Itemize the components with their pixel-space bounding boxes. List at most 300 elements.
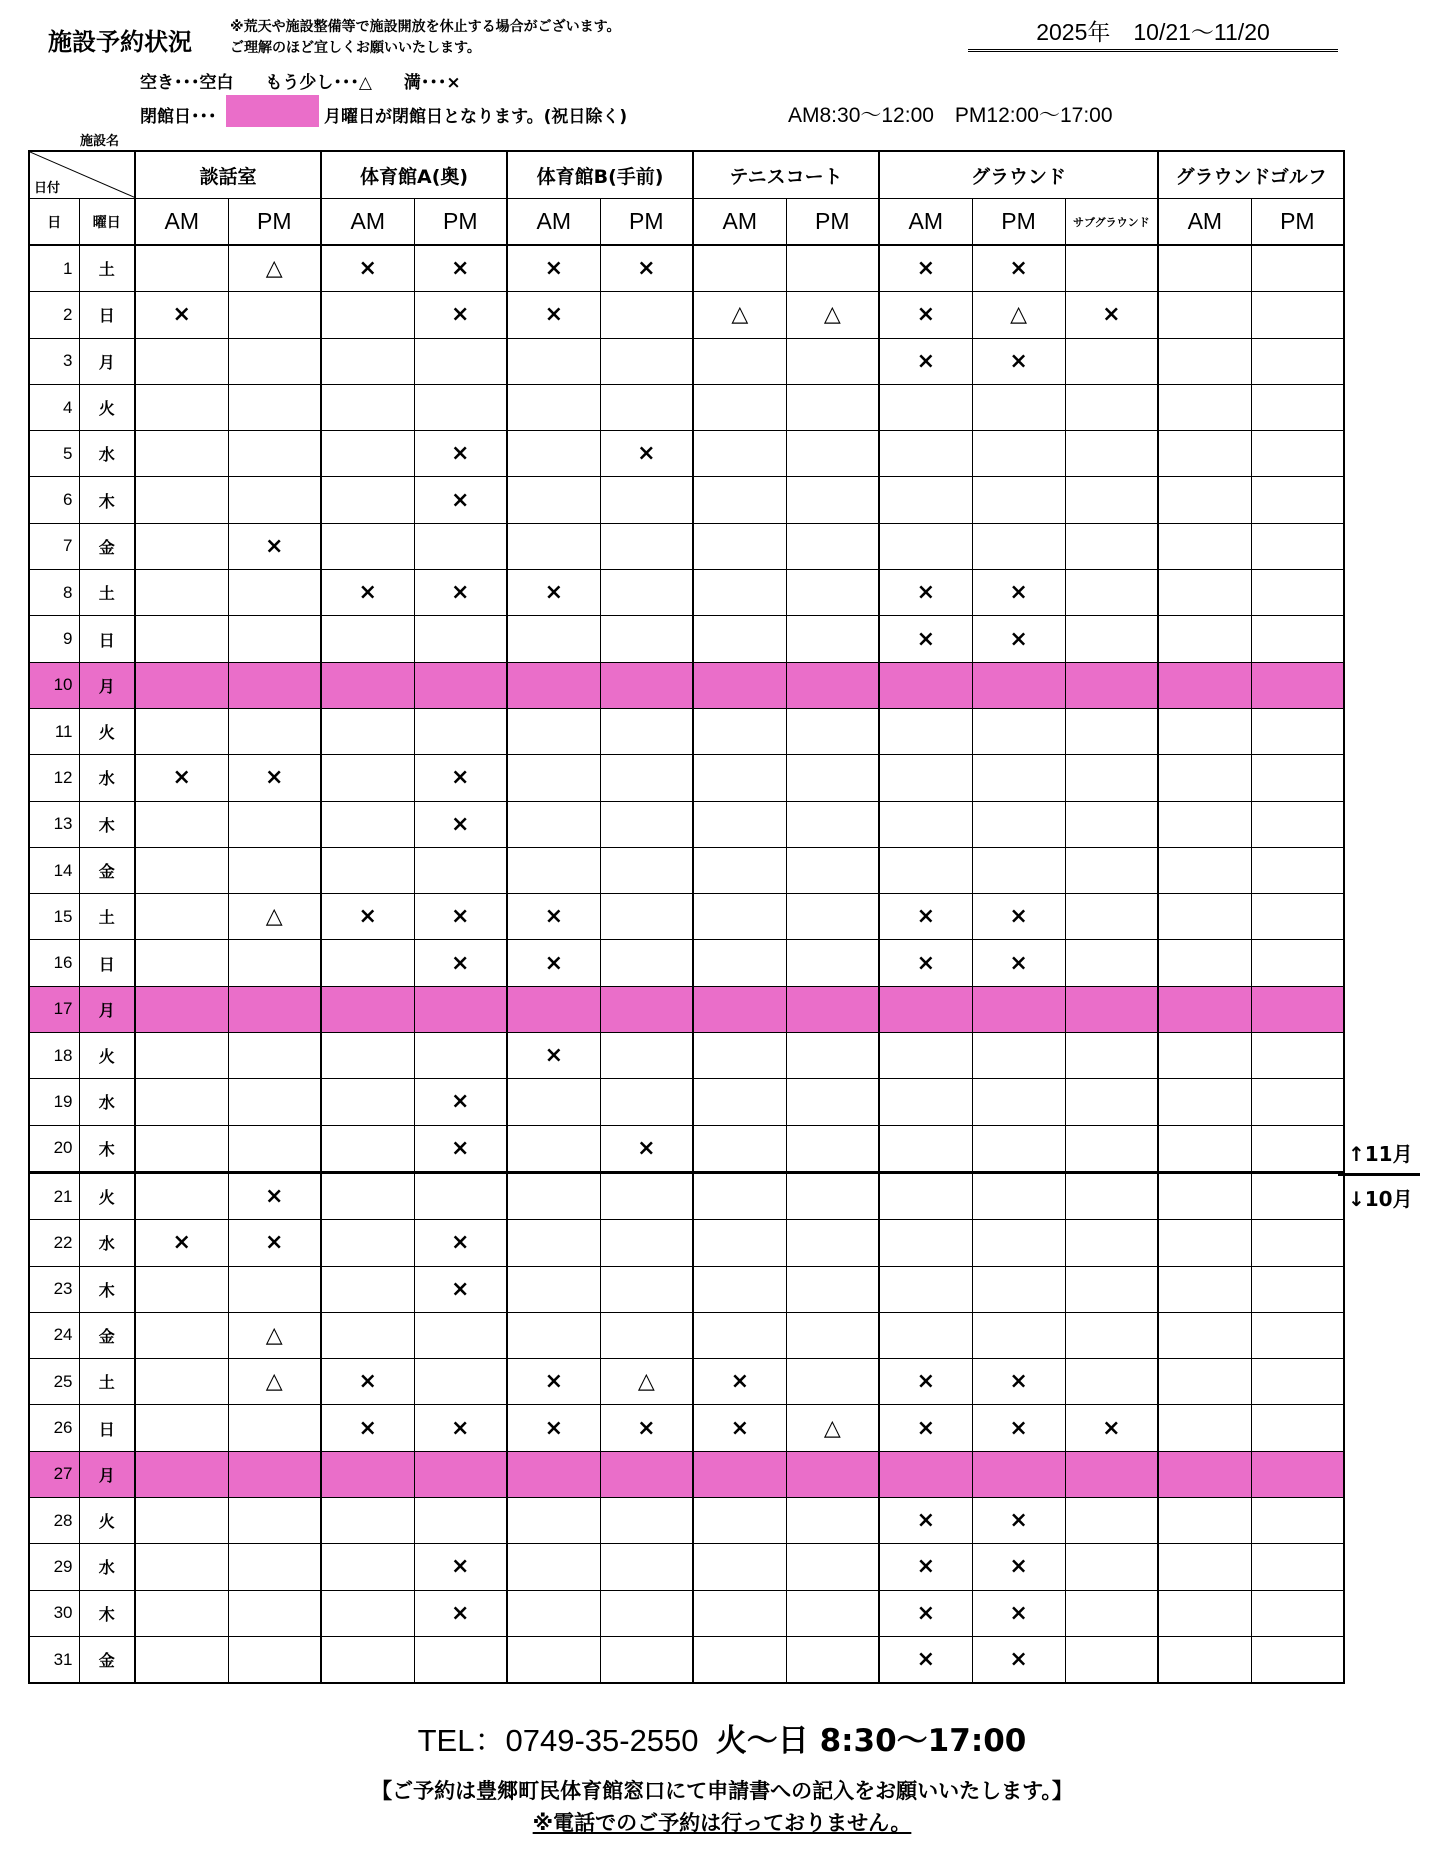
availability-cell (786, 662, 879, 708)
availability-cell (1158, 1451, 1251, 1497)
availability-cell (1065, 1033, 1158, 1079)
weekday-cell: 水 (79, 1544, 135, 1590)
session-header: AM (1158, 199, 1251, 246)
availability-cell (972, 1033, 1065, 1079)
day-cell: 21 (29, 1172, 79, 1219)
availability-cell (135, 847, 228, 893)
availability-cell (693, 570, 786, 616)
availability-cell (1065, 662, 1158, 708)
availability-cell (1065, 477, 1158, 523)
availability-cell (693, 1220, 786, 1266)
availability-cell: × (507, 570, 600, 616)
availability-cell (1251, 1498, 1344, 1544)
availability-cell (693, 616, 786, 662)
day-cell: 27 (29, 1451, 79, 1497)
availability-cell (693, 755, 786, 801)
facility-caption: 施設名 (80, 134, 120, 149)
availability-cell (135, 1033, 228, 1079)
closed-day-row (29, 1451, 1344, 1497)
availability-cell: × (879, 1544, 972, 1590)
session-header: PM (414, 199, 507, 246)
weekday-cell: 木 (79, 1266, 135, 1312)
availability-cell: × (414, 1079, 507, 1125)
availability-cell: × (414, 292, 507, 338)
weekday-cell: 木 (79, 801, 135, 847)
weekday-cell: 日 (79, 940, 135, 986)
day-cell: 6 (29, 477, 79, 523)
table-row (29, 1359, 1344, 1405)
availability-cell (786, 1451, 879, 1497)
availability-cell (228, 384, 321, 430)
weekday-cell: 月 (79, 986, 135, 1032)
availability-cell (414, 338, 507, 384)
availability-cell (879, 1033, 972, 1079)
availability-cell (1251, 245, 1344, 292)
facility-header-row (29, 151, 1344, 199)
availability-cell (1158, 1266, 1251, 1312)
availability-cell (1065, 1544, 1158, 1590)
availability-cell (786, 570, 879, 616)
availability-cell (1251, 1544, 1344, 1590)
availability-cell (1158, 708, 1251, 754)
session-header: PM (228, 199, 321, 246)
availability-cell (1158, 801, 1251, 847)
availability-cell (321, 662, 414, 708)
availability-cell (321, 708, 414, 754)
availability-cell: × (879, 894, 972, 940)
availability-cell (879, 755, 972, 801)
availability-cell (1251, 894, 1344, 940)
availability-cell (972, 662, 1065, 708)
availability-cell (1251, 1451, 1344, 1497)
availability-cell (507, 801, 600, 847)
availability-cell (507, 1172, 600, 1219)
facility-header: 体育館B(手前) (507, 151, 693, 199)
availability-cell (1251, 847, 1344, 893)
availability-cell: × (228, 755, 321, 801)
closed-day-row (29, 662, 1344, 708)
weekday-cell: 月 (79, 662, 135, 708)
availability-cell (321, 755, 414, 801)
notice-line-2: ご理解のほど宜しくお願いいたします。 (230, 40, 481, 56)
day-cell: 5 (29, 431, 79, 477)
availability-cell (507, 477, 600, 523)
weekday-cell: 日 (79, 616, 135, 662)
availability-cell: × (972, 1590, 1065, 1636)
availability-cell (600, 1172, 693, 1219)
availability-cell (786, 708, 879, 754)
session-hours: AM8:30～12:00 PM12:00～17:00 (788, 104, 1113, 127)
page-title: 施設予約状況 (48, 28, 192, 56)
availability-cell (972, 801, 1065, 847)
availability-cell (879, 986, 972, 1032)
availability-cell: × (135, 755, 228, 801)
day-cell: 1 (29, 245, 79, 292)
availability-cell (321, 1636, 414, 1683)
availability-cell (600, 1312, 693, 1358)
day-cell: 3 (29, 338, 79, 384)
availability-cell (507, 1312, 600, 1358)
table-row (29, 523, 1344, 569)
availability-cell (321, 292, 414, 338)
availability-cell: × (414, 894, 507, 940)
availability-cell: × (507, 292, 600, 338)
availability-cell (1158, 847, 1251, 893)
day-cell: 2 (29, 292, 79, 338)
telephone: TEL：0749-35-2550 (417, 1723, 699, 1758)
availability-cell (228, 616, 321, 662)
availability-cell (879, 1125, 972, 1172)
availability-cell (693, 801, 786, 847)
availability-cell (693, 1033, 786, 1079)
availability-cell (879, 1172, 972, 1219)
legend (140, 68, 487, 93)
availability-cell: × (228, 523, 321, 569)
availability-cell (228, 477, 321, 523)
availability-cell (507, 338, 600, 384)
availability-cell (1065, 940, 1158, 986)
availability-cell: × (879, 292, 972, 338)
weekday-cell: 日 (79, 292, 135, 338)
availability-cell (135, 338, 228, 384)
availability-cell (693, 940, 786, 986)
availability-cell (600, 338, 693, 384)
availability-cell (414, 1312, 507, 1358)
availability-cell (972, 384, 1065, 430)
availability-cell (507, 1125, 600, 1172)
day-cell: 10 (29, 662, 79, 708)
day-cell: 28 (29, 1498, 79, 1544)
no-phone-reservation-note: ※電話でのご予約は行っておりません。 (532, 1811, 912, 1835)
availability-cell: × (321, 894, 414, 940)
availability-cell (693, 1172, 786, 1219)
availability-cell: × (972, 1359, 1065, 1405)
day-cell: 17 (29, 986, 79, 1032)
availability-cell (972, 1125, 1065, 1172)
availability-cell (507, 662, 600, 708)
availability-cell (693, 384, 786, 430)
availability-cell (1158, 1172, 1251, 1219)
availability-cell: △ (786, 1405, 879, 1451)
availability-cell: × (972, 570, 1065, 616)
day-cell: 8 (29, 570, 79, 616)
availability-cell (507, 847, 600, 893)
availability-cell (507, 1266, 600, 1312)
availability-cell (135, 1359, 228, 1405)
availability-cell: × (879, 1359, 972, 1405)
availability-cell: × (879, 1498, 972, 1544)
availability-cell (135, 616, 228, 662)
availability-cell (507, 1079, 600, 1125)
availability-cell (1065, 1172, 1158, 1219)
availability-cell (1065, 1312, 1158, 1358)
availability-cell (1251, 431, 1344, 477)
table-row (29, 1220, 1344, 1266)
availability-cell (972, 477, 1065, 523)
session-header-row (29, 199, 1344, 246)
table-row (29, 1498, 1344, 1544)
availability-cell (135, 801, 228, 847)
availability-cell (786, 755, 879, 801)
availability-cell: × (879, 1405, 972, 1451)
availability-cell (135, 1079, 228, 1125)
availability-cell (600, 292, 693, 338)
availability-cell (972, 1220, 1065, 1266)
availability-cell: × (1065, 292, 1158, 338)
availability-cell (321, 338, 414, 384)
availability-cell (972, 1079, 1065, 1125)
availability-cell (972, 1312, 1065, 1358)
availability-cell (1158, 431, 1251, 477)
availability-cell (135, 477, 228, 523)
availability-cell (786, 1544, 879, 1590)
availability-cell (321, 1544, 414, 1590)
availability-cell (1158, 570, 1251, 616)
availability-cell (1251, 1125, 1344, 1172)
availability-cell (786, 1125, 879, 1172)
weekday-cell: 火 (79, 708, 135, 754)
weekday-cell: 水 (79, 755, 135, 801)
availability-cell (507, 384, 600, 430)
corner-date-label: 日付 (34, 181, 61, 196)
availability-cell (228, 940, 321, 986)
availability-cell (1251, 1590, 1344, 1636)
availability-cell: × (879, 338, 972, 384)
availability-cell (507, 1498, 600, 1544)
availability-cell (228, 570, 321, 616)
availability-cell: △ (972, 292, 1065, 338)
availability-cell (693, 986, 786, 1032)
table-row (29, 1312, 1344, 1358)
availability-cell (786, 1033, 879, 1079)
availability-cell (600, 755, 693, 801)
availability-cell (1251, 1266, 1344, 1312)
availability-cell (228, 292, 321, 338)
availability-cell (693, 1125, 786, 1172)
availability-cell (414, 847, 507, 893)
availability-cell (135, 1544, 228, 1590)
weekday-cell: 金 (79, 523, 135, 569)
day-cell: 24 (29, 1312, 79, 1358)
availability-cell (135, 894, 228, 940)
session-header: PM (1251, 199, 1344, 246)
availability-cell: × (135, 292, 228, 338)
table-row (29, 292, 1344, 338)
availability-cell (600, 708, 693, 754)
availability-cell (321, 1266, 414, 1312)
availability-cell (1158, 1125, 1251, 1172)
availability-cell (600, 1451, 693, 1497)
availability-cell (972, 708, 1065, 754)
availability-cell: × (414, 1544, 507, 1590)
availability-cell: × (414, 431, 507, 477)
availability-cell: × (972, 894, 1065, 940)
availability-cell (1251, 1636, 1344, 1683)
availability-cell (228, 1544, 321, 1590)
table-row (29, 1405, 1344, 1451)
availability-cell (1251, 616, 1344, 662)
availability-cell (693, 1079, 786, 1125)
availability-cell (693, 1451, 786, 1497)
table-row (29, 477, 1344, 523)
month-divider-extension (1338, 1173, 1420, 1176)
availability-cell (135, 1590, 228, 1636)
availability-cell (1065, 1498, 1158, 1544)
facility-header: テニスコート (693, 151, 879, 199)
availability-cell (879, 431, 972, 477)
availability-cell (879, 1266, 972, 1312)
availability-cell (1251, 662, 1344, 708)
reservation-instruction: 【ご予約は豊郷町民体育館窓口にて申請書への記入をお願いいたします。】 (371, 1779, 1073, 1803)
availability-cell (135, 570, 228, 616)
reservation-table (28, 150, 1345, 1684)
availability-cell: × (879, 1590, 972, 1636)
session-header: PM (972, 199, 1065, 246)
availability-cell (879, 477, 972, 523)
availability-cell (1065, 384, 1158, 430)
availability-cell (600, 1266, 693, 1312)
table-row (29, 616, 1344, 662)
availability-cell: △ (786, 292, 879, 338)
day-cell: 31 (29, 1636, 79, 1683)
availability-cell (321, 986, 414, 1032)
availability-cell (1158, 1544, 1251, 1590)
availability-cell (507, 1220, 600, 1266)
availability-cell (1065, 616, 1158, 662)
availability-cell (1251, 1312, 1344, 1358)
weekday-cell: 木 (79, 477, 135, 523)
availability-cell (786, 801, 879, 847)
weekday-cell: 木 (79, 1590, 135, 1636)
availability-cell (507, 1544, 600, 1590)
availability-cell (135, 245, 228, 292)
availability-cell: × (693, 1405, 786, 1451)
availability-cell (135, 1266, 228, 1312)
weekday-cell: 火 (79, 1172, 135, 1219)
availability-cell (600, 477, 693, 523)
availability-cell (228, 1636, 321, 1683)
availability-cell (600, 570, 693, 616)
availability-cell (786, 523, 879, 569)
session-header: AM (507, 199, 600, 246)
availability-cell (1065, 338, 1158, 384)
availability-cell (135, 940, 228, 986)
reservation-table-body (29, 245, 1344, 1683)
availability-cell (693, 662, 786, 708)
availability-cell (786, 1498, 879, 1544)
availability-cell (1158, 384, 1251, 430)
availability-cell: △ (228, 894, 321, 940)
availability-cell (1065, 986, 1158, 1032)
availability-cell: × (414, 477, 507, 523)
availability-cell (693, 1498, 786, 1544)
availability-cell: × (972, 1636, 1065, 1683)
availability-cell (507, 523, 600, 569)
availability-cell (1251, 570, 1344, 616)
availability-cell (972, 1266, 1065, 1312)
availability-cell: × (321, 570, 414, 616)
availability-cell: × (600, 431, 693, 477)
availability-cell (879, 847, 972, 893)
availability-cell (228, 1498, 321, 1544)
contact-line (0, 1715, 1444, 1760)
availability-cell: △ (228, 1312, 321, 1358)
availability-cell (879, 708, 972, 754)
availability-cell (1251, 755, 1344, 801)
availability-cell (600, 847, 693, 893)
availability-cell (1065, 847, 1158, 893)
availability-cell: △ (228, 245, 321, 292)
day-cell: 30 (29, 1590, 79, 1636)
availability-cell (414, 1498, 507, 1544)
availability-cell (1251, 1405, 1344, 1451)
availability-cell (1065, 1451, 1158, 1497)
availability-cell: × (414, 1220, 507, 1266)
availability-cell (600, 1079, 693, 1125)
availability-cell (1158, 245, 1251, 292)
availability-cell (600, 1498, 693, 1544)
availability-cell: × (321, 1359, 414, 1405)
availability-cell (786, 1079, 879, 1125)
availability-cell (1065, 708, 1158, 754)
availability-cell (1251, 338, 1344, 384)
availability-cell: × (414, 1125, 507, 1172)
availability-cell: × (600, 245, 693, 292)
day-cell: 20 (29, 1125, 79, 1172)
availability-cell (786, 940, 879, 986)
availability-cell (414, 1359, 507, 1405)
availability-cell (1251, 1359, 1344, 1405)
availability-cell: × (414, 940, 507, 986)
availability-cell: △ (600, 1359, 693, 1405)
reservation-period: 2025年 10/21～11/20 (968, 14, 1338, 52)
availability-cell (972, 755, 1065, 801)
availability-cell (135, 1312, 228, 1358)
availability-cell (879, 801, 972, 847)
availability-cell (321, 1125, 414, 1172)
table-row (29, 1033, 1344, 1079)
session-header: サブグラウンド (1065, 199, 1158, 246)
availability-cell (786, 1636, 879, 1683)
reservation-table-container (28, 150, 1338, 1682)
availability-cell (1251, 384, 1344, 430)
availability-cell (693, 338, 786, 384)
availability-cell: × (414, 245, 507, 292)
availability-cell (600, 801, 693, 847)
availability-cell (228, 1590, 321, 1636)
table-row (29, 708, 1344, 754)
availability-cell (414, 1033, 507, 1079)
facility-header: グラウンドゴルフ (1158, 151, 1344, 199)
day-cell: 18 (29, 1033, 79, 1079)
weekday-cell: 月 (79, 1451, 135, 1497)
availability-cell (879, 1312, 972, 1358)
availability-cell (1158, 1033, 1251, 1079)
availability-cell (1158, 1636, 1251, 1683)
availability-cell (414, 1172, 507, 1219)
availability-cell (228, 847, 321, 893)
availability-cell: × (507, 245, 600, 292)
availability-cell (1251, 940, 1344, 986)
table-row (29, 1266, 1344, 1312)
date-corner-cell (29, 151, 135, 199)
legend-available: 空き･･･空白 (140, 73, 234, 93)
availability-cell (321, 523, 414, 569)
availability-cell (1158, 1590, 1251, 1636)
availability-cell (1251, 986, 1344, 1032)
availability-cell: × (879, 1636, 972, 1683)
day-cell: 15 (29, 894, 79, 940)
